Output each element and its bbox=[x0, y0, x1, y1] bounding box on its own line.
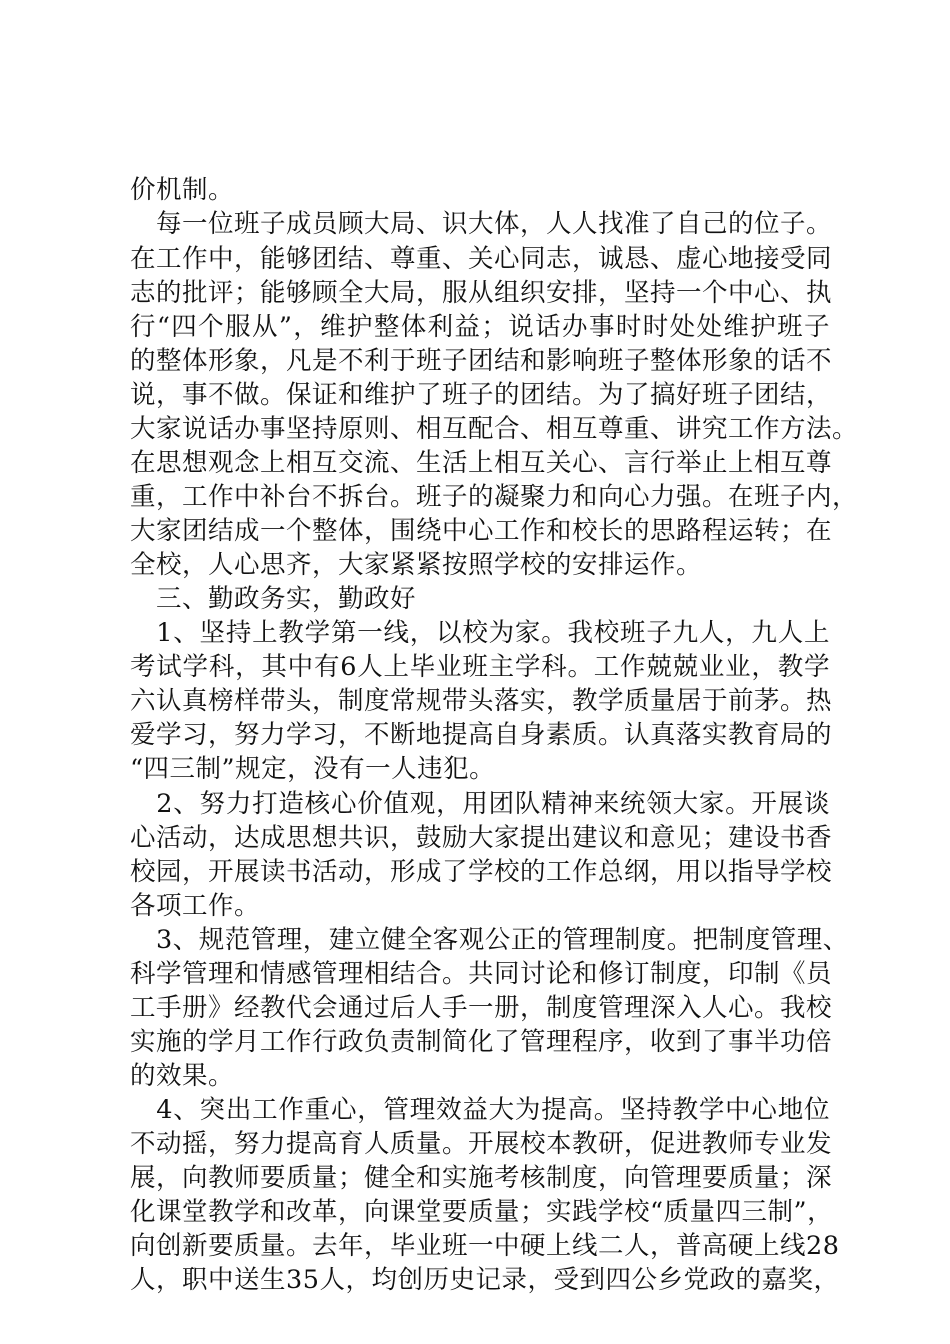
text-line: 的效果。 bbox=[130, 1061, 235, 1091]
text-line: 化课堂教学和改革，向课堂要质量；实践学校“质量四三制”， bbox=[130, 1197, 834, 1227]
text-line: 重，工作中补台不拆台。班子的凝聚力和向心力强。在班子内， bbox=[130, 482, 859, 512]
text-line: 各项工作。 bbox=[130, 891, 261, 921]
text-line: 实施的学月工作行政负责制简化了管理程序，收到了事半功倍 bbox=[130, 1027, 833, 1057]
text-line: 2、努力打造核心价值观，用团队精神来统领大家。开展谈 bbox=[130, 789, 830, 819]
text-line: 的整体形象，凡是不利于班子团结和影响班子整体形象的话不 bbox=[130, 346, 833, 376]
text-line: 1、坚持上教学第一线，以校为家。我校班子九人，九人上 bbox=[130, 618, 830, 648]
text-line: “四三制”规定，没有一人违犯。 bbox=[130, 754, 496, 784]
section-heading: 三、勤政务实，勤政好 bbox=[130, 584, 417, 614]
text-line: 志的批评；能够顾全大局，服从组织安排，坚持一个中心、执 bbox=[130, 278, 833, 308]
text-line: 在思想观念上相互交流、生活上相互关心、言行举止上相互尊 bbox=[130, 448, 833, 478]
text-line: 人，职中送生35人，均创历史记录，受到四公乡党政的嘉奖， bbox=[130, 1265, 840, 1295]
text-line: 校园，开展读书活动，形成了学校的工作总纲，用以指导学校 bbox=[130, 857, 833, 887]
text-line: 工手册》经教代会通过后人手一册，制度管理深入人心。我校 bbox=[130, 993, 833, 1023]
text-line: 3、规范管理，建立健全客观公正的管理制度。把制度管理、 bbox=[130, 925, 849, 955]
text-line: 向创新要质量。去年，毕业班一中硬上线二人，普高硬上线28 bbox=[130, 1231, 840, 1261]
text-line: 4、突出工作重心，管理效益大为提高。坚持教学中心地位 bbox=[130, 1095, 830, 1125]
text-line: 心活动，达成思想共识，鼓励大家提出建议和意见；建设书香 bbox=[130, 823, 833, 853]
text-line: 大家团结成一个整体，围绕中心工作和校长的思路程运转；在 bbox=[130, 516, 833, 546]
text-line: 展，向教师要质量；健全和实施考核制度，向管理要质量；深 bbox=[130, 1163, 833, 1193]
text-line: 全校，人心思齐，大家紧紧按照学校的安排运作。 bbox=[130, 550, 703, 580]
text-line: 六认真榜样带头，制度常规带头落实，教学质量居于前茅。热 bbox=[130, 686, 833, 716]
text-line: 考试学科，其中有6人上毕业班主学科。工作兢兢业业，教学 bbox=[130, 652, 830, 682]
text-line: 不动摇，努力提高育人质量。开展校本教研，促进教师专业发 bbox=[130, 1129, 833, 1159]
text-line: 科学管理和情感管理相结合。共同讨论和修订制度，印制《员 bbox=[130, 959, 833, 989]
text-line: 大家说话办事坚持原则、相互配合、相互尊重、讲究工作方法。 bbox=[130, 414, 859, 444]
text-line: 在工作中，能够团结、尊重、关心同志，诚恳、虚心地接受同 bbox=[130, 244, 833, 274]
text-line: 爱学习，努力学习，不断地提高自身素质。认真落实教育局的 bbox=[130, 720, 833, 750]
text-line: 说，事不做。保证和维护了班子的团结。为了搞好班子团结， bbox=[130, 380, 833, 410]
text-line: 每一位班子成员顾大局、识大体，人人找准了自己的位子。 bbox=[130, 209, 833, 239]
text-line: 行“四个服从”，维护整体利益；说话办事时时处处维护班子 bbox=[130, 312, 830, 342]
text-line: 价机制。 bbox=[130, 175, 235, 205]
